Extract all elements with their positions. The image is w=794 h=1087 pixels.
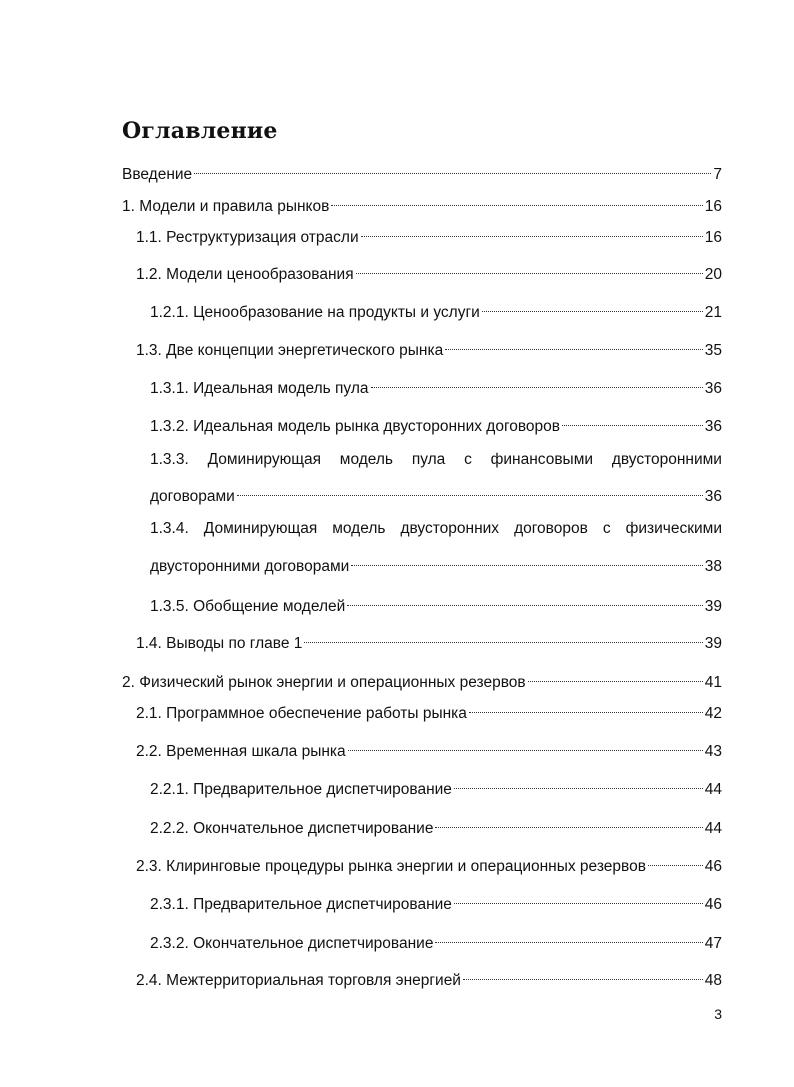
toc-entry-page: 36 <box>704 380 722 397</box>
toc-word: финансовыми <box>490 451 594 468</box>
toc-entry-page: 16 <box>704 229 722 246</box>
dot-leader <box>445 335 703 355</box>
toc-entry-1-3-3-line1[interactable] <box>150 450 722 470</box>
toc-entry-label: 2.3.1. Предварительное диспетчирование <box>150 896 452 913</box>
dot-leader <box>194 159 711 179</box>
toc-entry-label: 2.4. Межтерриториальная торговля энергией <box>136 972 461 989</box>
toc-entry-label: Введение <box>122 166 193 183</box>
toc-entry-1-2-1[interactable] <box>150 297 722 323</box>
toc-entry-2-3[interactable] <box>136 851 722 877</box>
toc-entry-chapter-1[interactable] <box>122 191 722 217</box>
dot-leader <box>454 889 703 909</box>
toc-entry-1-3-4-line1[interactable] <box>150 519 722 539</box>
toc-entry-2-3-2[interactable] <box>150 928 722 954</box>
toc-entry-page: 36 <box>704 418 722 435</box>
toc-entry-2-1[interactable] <box>136 698 722 724</box>
toc-word: модель <box>339 451 394 468</box>
toc-entry-label: 2.2. Временная шкала рынка <box>136 743 346 760</box>
toc-entry-1-1[interactable] <box>136 222 722 248</box>
toc-word: пула <box>411 451 446 468</box>
toc-entry-label: 2.2.2. Окончательное диспетчирование <box>150 820 434 837</box>
toc-entry-2-4[interactable] <box>136 965 722 991</box>
toc-entry-page: 38 <box>704 558 722 575</box>
toc-word: 1.3.4. <box>150 520 189 537</box>
toc-word: с <box>464 451 472 468</box>
toc-entry-page: 44 <box>704 820 722 837</box>
toc-entry-2-2[interactable] <box>136 736 722 762</box>
toc-entry-label: 1. Модели и правила рынков <box>122 198 330 215</box>
toc-entry-label: 2. Физический рынок энергии и операционных резервов <box>122 674 526 691</box>
toc-entry-page: 35 <box>704 342 722 359</box>
toc-entry-page: 16 <box>704 198 722 215</box>
toc-entry-label: 1.3.5. Обобщение моделей <box>150 598 346 615</box>
toc-entry-label: 1.3.1. Идеальная модель пула <box>150 380 369 397</box>
dot-leader <box>454 774 703 794</box>
toc-entry-chapter-2[interactable] <box>122 667 722 693</box>
toc-word: модель <box>332 520 386 537</box>
toc-entry-page: 39 <box>704 635 722 652</box>
toc-entry-page: 36 <box>704 488 722 505</box>
toc-entry-label: 2.1. Программное обеспечение работы рынка <box>136 705 467 722</box>
toc-entry-page: 44 <box>704 781 722 798</box>
toc-entry-page: 7 <box>713 166 722 183</box>
toc-word: 1.3.3. <box>150 451 189 468</box>
toc-word: с <box>602 520 611 537</box>
toc-entry-page: 41 <box>704 674 722 691</box>
toc-word: двусторонних <box>400 520 500 537</box>
toc-entry-label: 1.2.1. Ценообразование на продукты и услуги <box>150 304 480 321</box>
page-number: 3 <box>714 1006 722 1022</box>
toc-entry-label: 1.1. Реструктуризация отрасли <box>136 229 359 246</box>
toc-entry-label: 1.2. Модели ценообразования <box>136 266 354 283</box>
toc-entry-label: 2.3. Клиринговые процедуры рынка энергии и операционных резервов <box>136 858 646 875</box>
dot-leader <box>347 591 702 611</box>
toc-entry-label: 2.3.2. Окончательное диспетчирование <box>150 935 434 952</box>
toc-entry-1-3-2[interactable] <box>150 411 722 437</box>
toc-entry-2-3-1[interactable] <box>150 889 722 915</box>
toc-entry-label: 1.3. Две концепции энергетического рынка <box>136 342 444 359</box>
toc-entry-page: 46 <box>704 896 722 913</box>
dot-leader <box>435 813 702 833</box>
toc-word: физическими <box>625 520 722 537</box>
dot-leader <box>482 297 703 317</box>
toc-entry-page: 47 <box>704 935 722 952</box>
dot-leader <box>356 259 703 279</box>
toc-entry-page: 21 <box>704 304 722 321</box>
dot-leader <box>562 411 703 431</box>
toc-entry-2-2-2[interactable] <box>150 813 722 839</box>
toc-entry-label: 1.3.2. Идеальная модель рынка двусторонних договоров <box>150 418 561 435</box>
dot-leader <box>361 222 703 242</box>
toc-entry-page: 39 <box>704 598 722 615</box>
toc-entry-label: 1.4. Выводы по главе 1 <box>136 635 303 652</box>
page-title: Оглавление <box>122 118 278 144</box>
toc-entry-label: договорами <box>150 488 235 505</box>
toc-entry-page: 46 <box>704 858 722 875</box>
toc-entry-1-3[interactable] <box>136 335 722 361</box>
dot-leader <box>469 698 703 718</box>
dot-leader <box>648 851 703 871</box>
dot-leader <box>348 736 703 756</box>
toc-entry-1-3-5[interactable] <box>150 591 722 617</box>
toc-entry-label: двусторонними договорами <box>150 558 350 575</box>
toc-word: договоров <box>514 520 588 537</box>
dot-leader <box>371 373 703 393</box>
dot-leader <box>237 481 703 501</box>
toc-word: двусторонними <box>611 451 722 468</box>
toc-entry-2-2-1[interactable] <box>150 774 722 800</box>
dot-leader <box>331 191 702 211</box>
toc-entry-page: 48 <box>704 972 722 989</box>
toc-entry-label: 2.2.1. Предварительное диспетчирование <box>150 781 452 798</box>
toc-entry-page: 20 <box>704 266 722 283</box>
dot-leader <box>304 628 702 648</box>
dot-leader <box>435 928 702 948</box>
toc-entry-1-3-4[interactable] <box>150 551 722 577</box>
toc-entry-introduction[interactable] <box>122 159 722 185</box>
dot-leader <box>528 667 703 687</box>
toc-entry-page: 43 <box>704 743 722 760</box>
toc-entry-page: 42 <box>704 705 722 722</box>
toc-entry-1-2[interactable] <box>136 259 722 285</box>
toc-entry-1-3-3[interactable] <box>150 481 722 507</box>
toc-word: Доминирующая <box>207 451 321 468</box>
toc-entry-1-4[interactable] <box>136 628 722 654</box>
dot-leader <box>463 965 703 985</box>
toc-entry-1-3-1[interactable] <box>150 373 722 399</box>
dot-leader <box>351 551 702 571</box>
toc-word: Доминирующая <box>203 520 318 537</box>
